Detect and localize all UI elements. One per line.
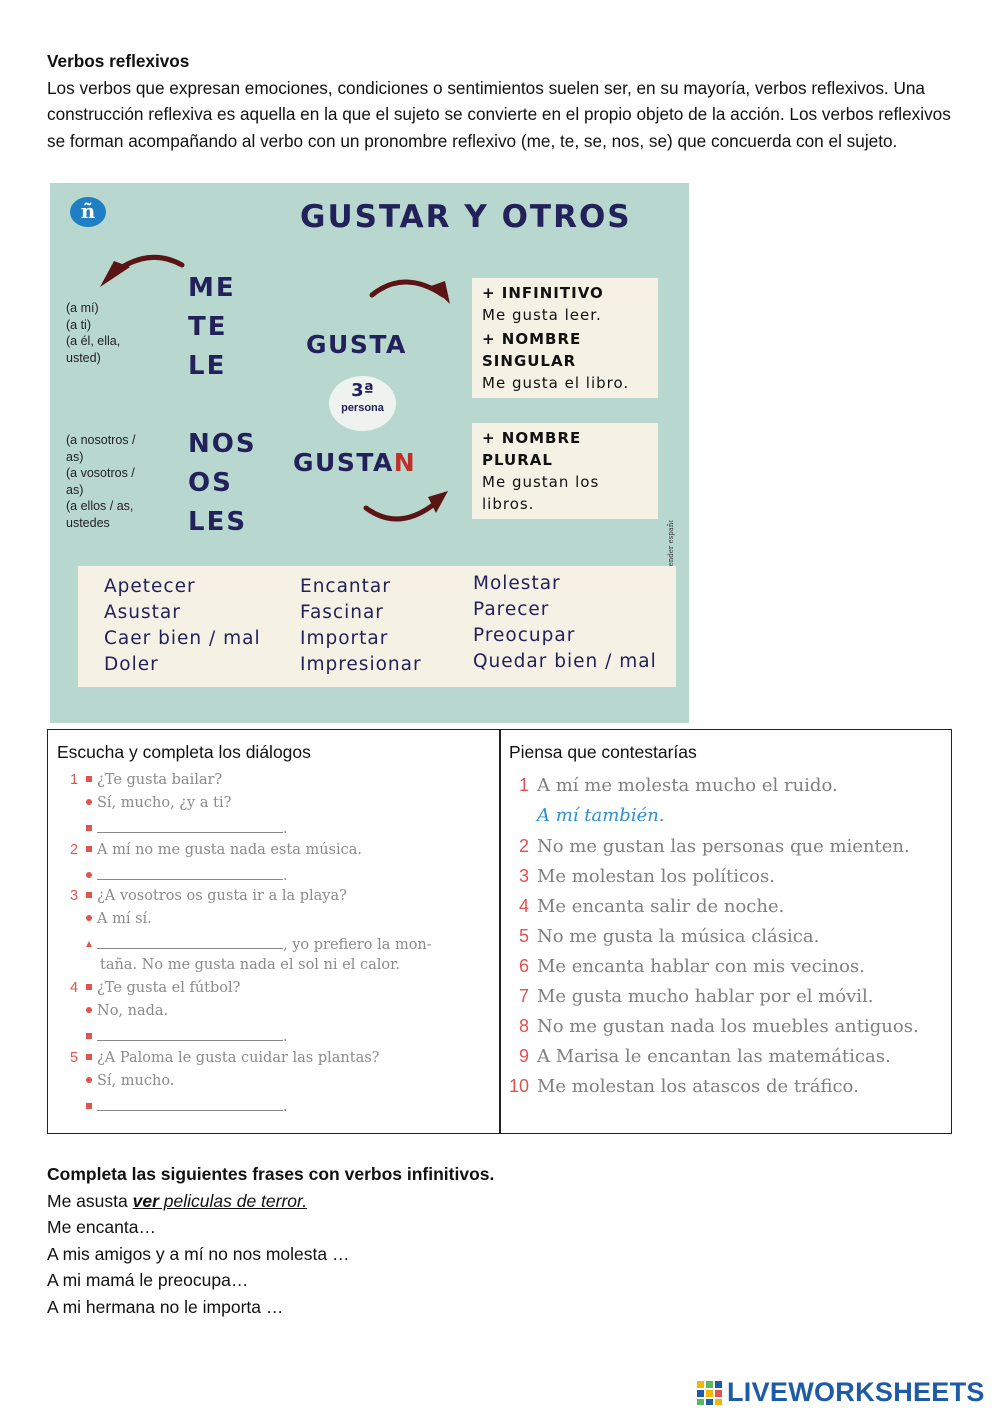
box-line: Me gustan los: [482, 473, 600, 491]
response-text: Me gusta mucho hablar por el móvil.: [537, 986, 874, 1007]
response-text: Me encanta salir de noche.: [537, 896, 785, 917]
note-line: (a ellos / as,: [66, 499, 134, 513]
intro-paragraph: Los verbos que expresan emociones, condiciones o sentimientos suelen ser, en su mayoría, verbos reflexivos. Una construcción reflexiva es aquella en la que el sujeto se convierte en el propio objeto de la acción. Los verbos reflexivos se forman acompañando al verbo con un pronombre reflexivo (me, te, se, nos, se) que concuerda con el sujeto.: [47, 77, 951, 151]
verb-item: Importar: [300, 628, 389, 649]
box-line: Me gusta leer.: [482, 306, 602, 324]
dialog-line: ¿A Paloma le gusta cuidar las plantas?: [97, 1050, 380, 1066]
person-label: persona: [341, 402, 384, 414]
verb-item: Molestar: [473, 573, 561, 594]
verb-item: Apetecer: [104, 576, 196, 597]
dialog-line: .: [283, 1099, 288, 1115]
verb-stem: GUSTA: [293, 448, 394, 477]
dialog-number: 4: [70, 980, 79, 996]
dialog-line: Sí, mucho, ¿y a ti?: [97, 795, 232, 811]
brand-text: LIVEWORKSHEETS: [727, 1377, 985, 1407]
response-number: 8: [519, 1016, 530, 1036]
section-title: Verbos reflexivos: [47, 51, 190, 71]
dialogs-table: [47, 729, 952, 1134]
verb-item: Encantar: [300, 576, 391, 597]
dialog-line: A mí no me gusta nada esta música.: [97, 842, 363, 858]
note-line: (a él, ella,: [66, 334, 121, 348]
intro-section: [47, 48, 952, 154]
dialog-number: 3: [70, 888, 79, 904]
dialog-line: A mí sí.: [97, 911, 152, 927]
exercise-line[interactable]: A mi mamá le preocupa…: [47, 1270, 249, 1290]
response-number: 7: [519, 986, 530, 1006]
note-line: (a mí): [66, 301, 99, 315]
box-line: libros.: [482, 495, 535, 513]
response-text: No me gustan las personas que mienten.: [537, 836, 910, 857]
example-prefix: Me asusta: [47, 1190, 133, 1211]
box-line: + NOMBRE: [482, 330, 582, 348]
notes-singular: [66, 300, 120, 366]
exercise-line[interactable]: A mi hermana no le importa …: [47, 1296, 284, 1317]
dialog-line: ¿Te gusta bailar?: [97, 772, 223, 788]
response-number: 4: [519, 896, 530, 916]
verb-item: Caer bien / mal: [104, 628, 261, 649]
exercise-line[interactable]: A mis amigos y a mí no nos molesta …: [47, 1243, 350, 1264]
verb-item: Doler: [104, 654, 159, 675]
verb-item: Quedar bien / mal: [473, 651, 657, 672]
note-line: as): [66, 482, 84, 497]
box-plural: [472, 423, 658, 519]
pronoun-os: OS: [188, 468, 233, 498]
response-text: A mí me molesta mucho el ruido.: [537, 775, 838, 796]
dialog-line: .: [283, 868, 288, 884]
pronouns-singular: [188, 269, 236, 386]
box-line: PLURAL: [482, 451, 553, 469]
dialog-line: , yo prefiero la mon-: [283, 937, 432, 953]
exercise-example: [47, 1188, 494, 1215]
box-line: SINGULAR: [482, 352, 577, 370]
dialogs-heading: Escucha y completa los diálogos: [57, 742, 311, 762]
response-number: 5: [519, 926, 530, 946]
logo-grid-icon: [697, 1381, 723, 1405]
note-line: (a nosotros /: [66, 433, 136, 447]
dialog-line: .: [283, 1029, 288, 1045]
verb-gusta: GUSTA: [306, 330, 407, 359]
note-line: (a ti): [66, 317, 91, 332]
pronoun-me: ME: [188, 273, 236, 303]
arrow-right-top-icon: [372, 282, 443, 295]
verb-item: Asustar: [104, 602, 181, 623]
box-singular: [472, 278, 658, 398]
box-line: + NOMBRE: [482, 429, 582, 447]
gustar-infographic: [50, 183, 689, 723]
verbs-list: [78, 566, 676, 687]
dialog-line: .: [283, 821, 288, 837]
pronoun-le: LE: [188, 351, 227, 381]
arrow-right-bottom-icon: [366, 501, 438, 519]
box-line: + INFINITIVO: [482, 284, 604, 302]
dialog-line: taña. No me gusta nada el sol ni el calor.: [100, 957, 401, 973]
verb-item: Fascinar: [300, 602, 384, 623]
response-text: Me encanta hablar con mis vecinos.: [537, 956, 865, 977]
dialog-number: 1: [70, 772, 79, 788]
pronoun-les: LES: [188, 507, 248, 537]
third-person-badge: [329, 376, 396, 431]
verb-plural-ending: N: [393, 448, 417, 477]
answer-blank[interactable]: [97, 934, 283, 949]
infinitive-exercise: [47, 1161, 494, 1320]
verbs-column-2: [300, 574, 422, 678]
answer-blank[interactable]: [97, 1026, 283, 1041]
response-text: A Marisa le encantan las matemáticas.: [537, 1046, 891, 1067]
pronoun-te: TE: [188, 312, 228, 342]
response-number: 3: [519, 866, 530, 886]
column-divider: [499, 730, 501, 1133]
dialog-number: 2: [70, 842, 79, 858]
verbs-column-1: [104, 574, 261, 678]
pronouns-plural: [188, 425, 257, 542]
verbs-column-3: [473, 571, 657, 675]
note-line: as): [66, 449, 84, 464]
response-list: [509, 775, 949, 1115]
answer-blank[interactable]: [97, 865, 283, 880]
person-number: 3ª: [351, 380, 374, 401]
example-verb: ver: [132, 1190, 159, 1211]
answer-blank[interactable]: [97, 818, 283, 833]
pronoun-nos: NOS: [188, 429, 257, 459]
note-line: ustedes: [66, 515, 110, 530]
response-number: 10: [509, 1076, 530, 1096]
response-number: 9: [519, 1046, 530, 1066]
responses-heading: Piensa que contestarías: [509, 742, 697, 762]
exercise-line[interactable]: Me encanta…: [47, 1217, 156, 1237]
note-line: (a vosotros /: [66, 466, 135, 480]
response-number: 1: [519, 775, 530, 795]
note-line: usted): [66, 350, 101, 365]
brand-badge-icon: ñ: [70, 197, 106, 227]
notes-plural: [66, 432, 135, 531]
dialog-line: No, nada.: [97, 1003, 169, 1019]
exercise-heading: Completa las siguientes frases con verbos infinitivos.: [47, 1164, 495, 1184]
response-text: Me molestan los atascos de tráfico.: [537, 1076, 859, 1097]
response-number: 2: [519, 836, 530, 856]
box-line: Me gusta el libro.: [482, 374, 630, 392]
verb-item: Impresionar: [300, 654, 422, 675]
dialog-line: ¿Te gusta el fútbol?: [97, 980, 241, 996]
response-text: No me gusta la música clásica.: [537, 926, 820, 947]
response-number: 6: [519, 956, 530, 976]
infographic-title: GUSTAR Y OTROS: [300, 199, 632, 235]
verb-gustan: [293, 448, 416, 477]
dialog-number: 5: [70, 1050, 79, 1066]
answer-blank[interactable]: [97, 1096, 283, 1111]
example-rest: peliculas de terror.: [158, 1190, 308, 1211]
response-text: Me molestan los políticos.: [537, 866, 775, 887]
verb-item: Parecer: [473, 599, 550, 620]
dialog-line: Sí, mucho.: [97, 1073, 175, 1089]
dialog-list: [48, 772, 498, 1122]
response-text: No me gustan nada los muebles antiguos.: [537, 1016, 919, 1037]
dialog-line: ¿A vosotros os gusta ir a la playa?: [97, 888, 347, 904]
verb-item: Preocupar: [473, 625, 576, 646]
example-answer: A mí también.: [537, 805, 665, 826]
